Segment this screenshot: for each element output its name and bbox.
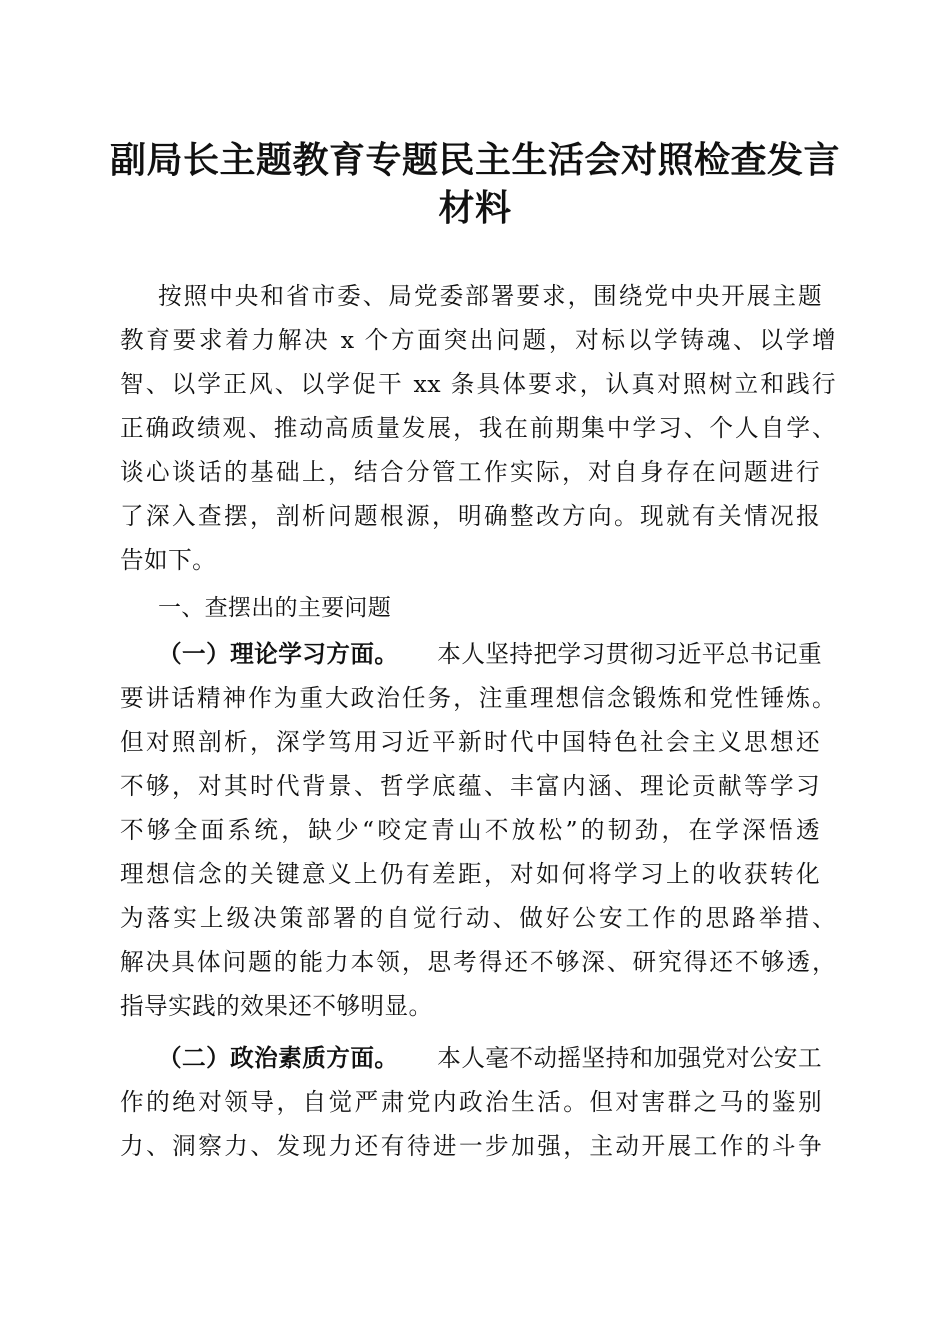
subsection-2-line: 作的绝对领导，自觉严肃党内政治生活。但对害群之马的鉴别 (120, 1088, 822, 1116)
document-title-line-2: 材料 (438, 187, 512, 229)
subsection-1-first-line (158, 632, 822, 676)
subsection-1-line: 不够，对其时代背景、哲学底蕴、丰富内涵、理论贡献等学习 (120, 772, 820, 800)
intro-paragraph-line: 智、以学正风、以学促干 xx 条具体要求，认真对照树立和践行 (120, 370, 836, 398)
document-title-line-1: 副局长主题教育专题民主生活会对照检查发言 (109, 139, 840, 181)
intro-paragraph-line: 按照中央和省市委、局党委部署要求，围绕党中央开展主题 (158, 282, 822, 310)
section-heading: 一、查摆出的主要问题 (158, 595, 391, 621)
subsection-2-first-line (158, 1036, 822, 1080)
subsection-1-line: 要讲话精神作为重大政治任务，注重理想信念锻炼和党性锤炼。 (120, 684, 836, 712)
subsection-1-line: 但对照剖析，深学笃用习近平新时代中国特色社会主义思想还 (120, 728, 820, 756)
intro-paragraph-line: 正确政绩观、推动高质量发展，我在前期集中学习、个人自学、 (120, 414, 836, 442)
subsection-1-label: （一）理论学习方面。 (158, 640, 399, 668)
subsection-1-line: 不够全面系统，缺少“咬定青山不放松”的韧劲，在学深悟透 (120, 816, 820, 844)
subsection-1-line: 为落实上级决策部署的自觉行动、做好公安工作的思路举措、 (120, 904, 836, 932)
subsection-1-text: 本人坚持把学习贯彻习近平总书记重 (437, 640, 822, 668)
intro-paragraph-line: 教育要求着力解决 x 个方面突出问题，对标以学铸魂、以学增 (120, 326, 836, 354)
subsection-2-line: 力、洞察力、发现力还有待进一步加强，主动开展工作的斗争 (120, 1132, 822, 1160)
intro-paragraph-line: 了深入查摆，剖析问题根源，明确整改方向。现就有关情况报 (120, 502, 820, 530)
subsection-1-line: 理想信念的关键意义上仍有差距，对如何将学习上的收获转化 (120, 860, 820, 888)
subsection-2-label: （二）政治素质方面。 (158, 1044, 399, 1072)
subsection-1-line: 解决具体问题的能力本领，思考得还不够深、研究得还不够透， (120, 948, 836, 976)
subsection-2-text: 本人毫不动摇坚持和加强党对公安工 (437, 1044, 822, 1072)
intro-paragraph-line: 谈心谈话的基础上，结合分管工作实际，对自身存在问题进行 (120, 458, 820, 486)
intro-paragraph-line: 告如下。 (120, 546, 217, 574)
subsection-1-line: 指导实践的效果还不够明显。 (120, 992, 433, 1020)
